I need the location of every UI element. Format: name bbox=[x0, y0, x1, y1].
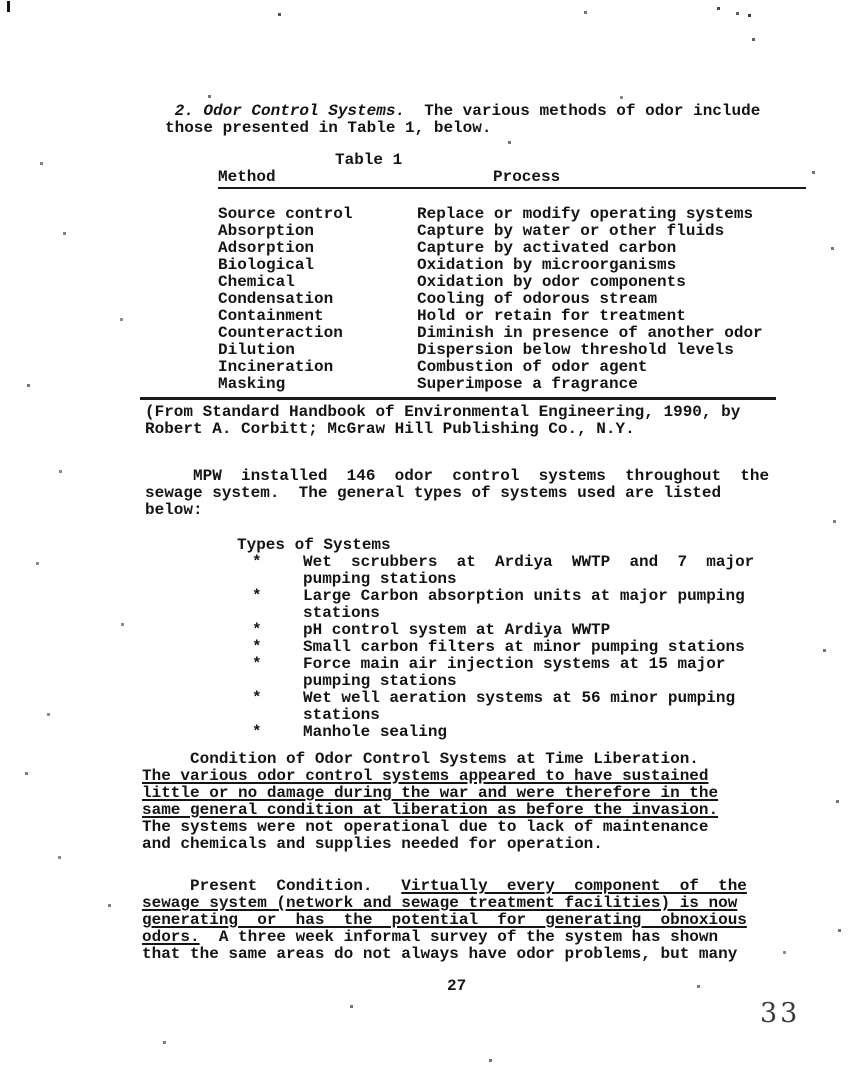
table-header-row bbox=[218, 169, 806, 189]
asterisk-bullet-icon: * bbox=[252, 621, 262, 639]
method-cell: Incineration bbox=[218, 358, 334, 376]
text-line: pH control system at Ardiya WWTP bbox=[303, 621, 611, 639]
citation-line: (From Standard Handbook of Environmental Engineering, 1990, by bbox=[145, 403, 741, 421]
underlined-text-segment: Virtually every component of the bbox=[401, 877, 747, 895]
underlined-text-segment: odors. bbox=[142, 928, 200, 946]
table-row bbox=[218, 206, 806, 223]
list-item bbox=[252, 588, 754, 622]
asterisk-bullet-icon: * bbox=[252, 553, 262, 571]
method-cell: Biological bbox=[218, 256, 315, 274]
list-item bbox=[252, 656, 754, 690]
table-1 bbox=[218, 152, 806, 393]
text-line: sewage system. The general types of systems used are listed bbox=[145, 484, 722, 502]
list-item-text bbox=[303, 588, 745, 622]
table-body bbox=[218, 206, 806, 393]
stamped-page-number: 33 bbox=[760, 998, 801, 1029]
text-line: Wet scrubbers at Ardiya WWTP and 7 major bbox=[303, 553, 755, 571]
text-segment: Present Condition. bbox=[142, 877, 402, 895]
table-row bbox=[218, 359, 806, 376]
table-title: Table 1 bbox=[335, 151, 403, 169]
method-cell: Masking bbox=[218, 375, 286, 393]
process-cell: Dispersion below threshold levels bbox=[417, 341, 734, 359]
table-row bbox=[218, 257, 806, 274]
text-line: stations bbox=[303, 604, 380, 622]
list-item bbox=[252, 724, 754, 741]
process-cell: Superimpose a fragrance bbox=[417, 375, 638, 393]
table-citation bbox=[145, 404, 740, 438]
asterisk-bullet-icon: * bbox=[252, 655, 262, 673]
underlined-text-line: generating or has the potential for generating obnoxious bbox=[142, 911, 747, 929]
asterisk-bullet-icon: * bbox=[252, 587, 262, 605]
text-line: pumping stations bbox=[303, 570, 457, 588]
method-cell: Adsorption bbox=[218, 239, 315, 257]
method-cell: Absorption bbox=[218, 222, 315, 240]
asterisk-bullet-icon: * bbox=[252, 638, 262, 656]
paragraph-condition-at-liberation bbox=[142, 751, 718, 853]
table-row bbox=[218, 291, 806, 308]
table-row bbox=[218, 342, 806, 359]
process-cell: Hold or retain for treatment bbox=[417, 307, 686, 325]
table-row bbox=[218, 325, 806, 342]
process-cell: Diminish in presence of another odor bbox=[417, 324, 763, 342]
list-item bbox=[252, 622, 754, 639]
heading-line bbox=[165, 103, 760, 120]
section-title: 2. Odor Control Systems. bbox=[165, 102, 406, 120]
scan-artifact-mark bbox=[7, 1, 10, 12]
citation-line: Robert A. Corbitt; McGraw Hill Publishing Co., N.Y. bbox=[145, 420, 635, 438]
types-of-systems-heading: Types of Systems bbox=[237, 536, 391, 554]
process-cell: Oxidation by odor components bbox=[417, 273, 686, 291]
list-item-text bbox=[303, 639, 745, 656]
list-item bbox=[252, 690, 754, 724]
method-cell: Containment bbox=[218, 307, 324, 325]
list-item-text bbox=[303, 724, 447, 741]
horizontal-rule bbox=[140, 397, 776, 400]
process-cell: Cooling of odorous stream bbox=[417, 290, 658, 308]
underlined-text-line: same general condition at liberation as before the invasion. bbox=[142, 801, 719, 819]
underlined-text-line: sewage system (network and sewage treatment facilities) is now bbox=[142, 894, 738, 912]
text-line: Wet well aeration systems at 56 minor pumping bbox=[303, 689, 736, 707]
table-row bbox=[218, 240, 806, 257]
list-item-text bbox=[303, 554, 754, 588]
text-segment: A three week informal survey of the system has shown bbox=[199, 928, 719, 946]
table-row bbox=[218, 274, 806, 291]
list-item-text bbox=[303, 656, 725, 690]
paragraph-present-condition bbox=[142, 878, 747, 963]
text-line: MPW installed 146 odor control systems throughout the bbox=[145, 467, 770, 485]
text-line bbox=[142, 878, 747, 895]
table-row bbox=[218, 223, 806, 240]
list-item bbox=[252, 639, 754, 656]
column-header-method: Method bbox=[218, 168, 276, 186]
list-item-text bbox=[303, 622, 610, 639]
table-row bbox=[218, 308, 806, 325]
types-of-systems-list bbox=[252, 554, 754, 741]
page-number: 27 bbox=[447, 977, 467, 995]
underlined-text-line: The various odor control systems appeared to have sustained bbox=[142, 767, 709, 785]
text-line: Small carbon filters at minor pumping stations bbox=[303, 638, 745, 656]
process-cell: Oxidation by microorganisms bbox=[417, 256, 677, 274]
asterisk-bullet-icon: * bbox=[252, 723, 262, 741]
underlined-text-line: little or no damage during the war and were therefore in the bbox=[142, 784, 719, 802]
text-line: The systems were not operational due to lack of maintenance bbox=[142, 818, 709, 836]
list-item-text bbox=[303, 690, 735, 724]
process-cell: Capture by activated carbon bbox=[417, 239, 677, 257]
list-item bbox=[252, 554, 754, 588]
text-line: Large Carbon absorption units at major pumping bbox=[303, 587, 745, 605]
heading-text: The various methods of odor include bbox=[405, 102, 761, 120]
process-cell: Replace or modify operating systems bbox=[417, 205, 754, 223]
text-line: below: bbox=[145, 501, 203, 519]
text-line: Condition of Odor Control Systems at Time Liberation. bbox=[142, 750, 699, 768]
method-cell: Condensation bbox=[218, 290, 334, 308]
text-line: and chemicals and supplies needed for operation. bbox=[142, 835, 603, 853]
text-line: Force main air injection systems at 15 major bbox=[303, 655, 726, 673]
text-line: Manhole sealing bbox=[303, 723, 448, 741]
text-line: that the same areas do not always have odor problems, but many bbox=[142, 945, 738, 963]
process-cell: Combustion of odor agent bbox=[417, 358, 648, 376]
column-header-process: Process bbox=[493, 168, 561, 186]
scan-noise-specks bbox=[0, 0, 3, 3]
paragraph-mpw-systems bbox=[145, 468, 769, 519]
method-cell: Counteraction bbox=[218, 324, 343, 342]
method-cell: Dilution bbox=[218, 341, 295, 359]
text-line bbox=[142, 929, 747, 946]
section-heading bbox=[165, 103, 760, 137]
text-line: stations bbox=[303, 706, 380, 724]
asterisk-bullet-icon: * bbox=[252, 689, 262, 707]
method-cell: Chemical bbox=[218, 273, 295, 291]
text-line: pumping stations bbox=[303, 672, 457, 690]
method-cell: Source control bbox=[218, 205, 353, 223]
process-cell: Capture by water or other fluids bbox=[417, 222, 725, 240]
heading-line: those presented in Table 1, below. bbox=[165, 119, 492, 137]
table-row bbox=[218, 376, 806, 393]
